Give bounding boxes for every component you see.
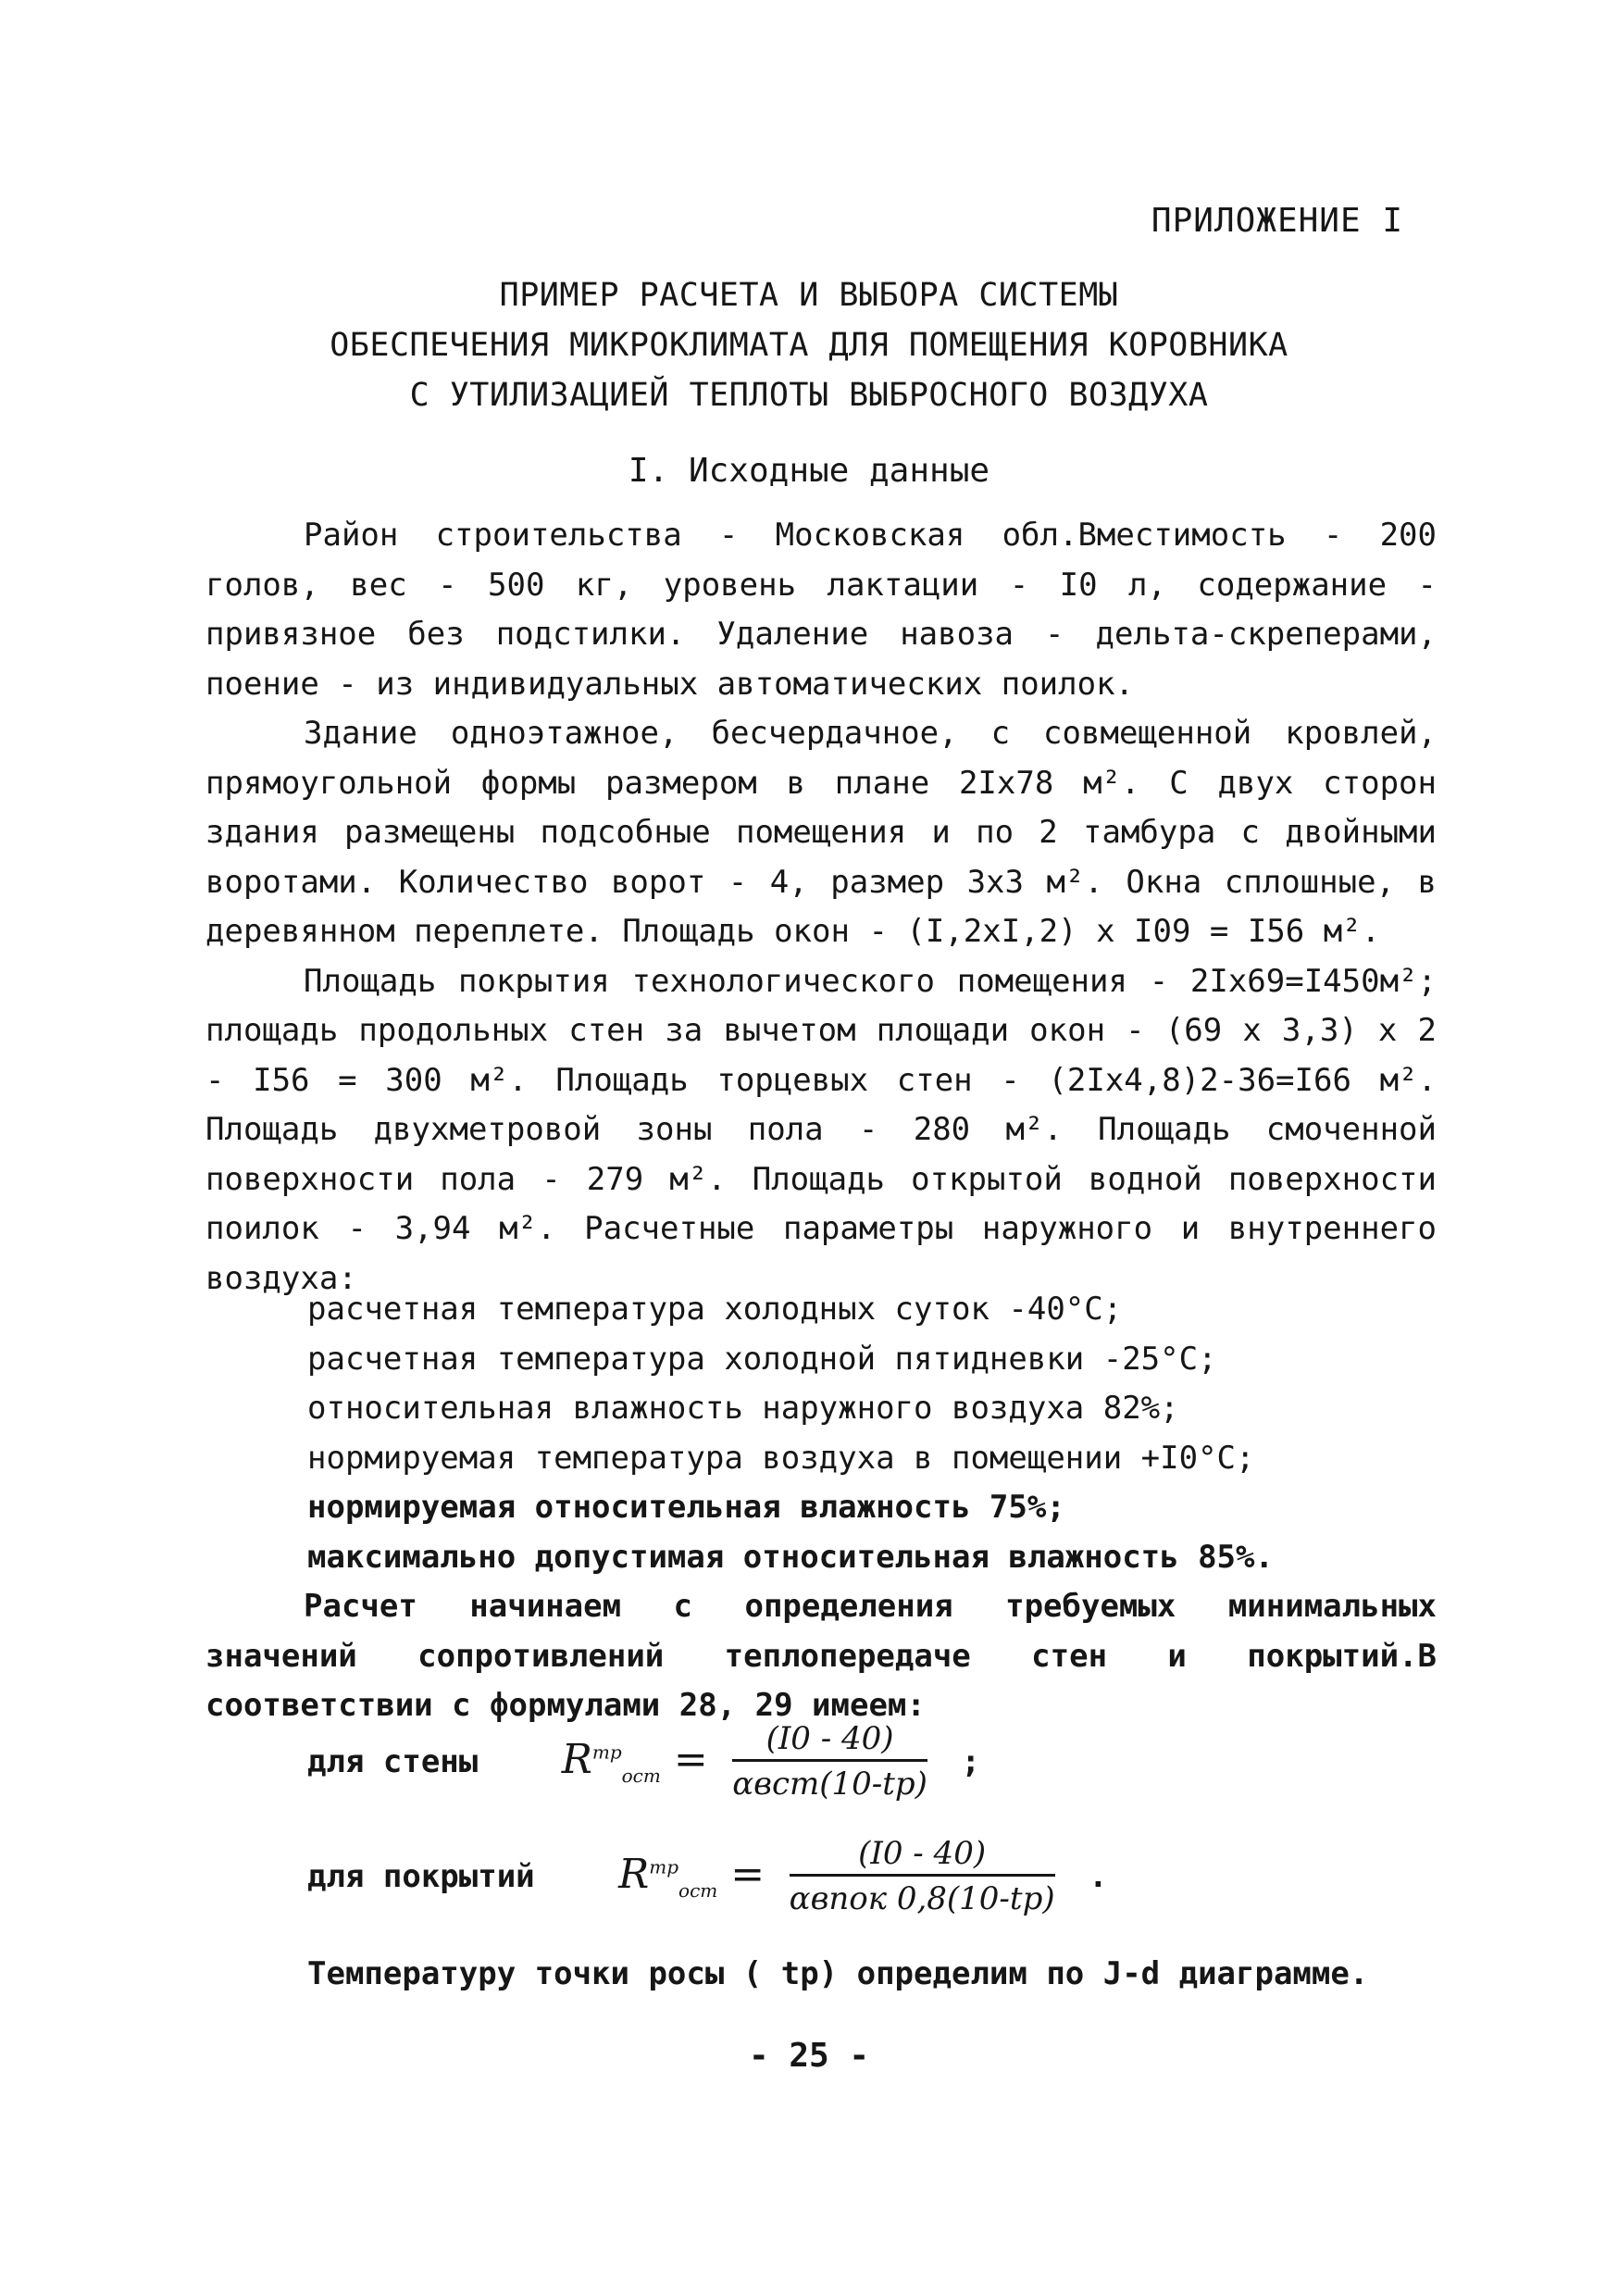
- formula-walls-fraction: [732, 1720, 927, 1803]
- paragraph-2: Здание одноэтажное, бесчердачное, с совмещенной кровлей, прямоугольной формы размером в плане 2Iх78 м². С двух сторон здания размещены подсобные помещения и по 2 тамбура с двойными воротами. Количество ворот - 4, размер 3х3 м². Окна сплошные, в деревянном переплете. Площадь окон - (I,2хI,2) х I09 = I56 м².: [205, 715, 1437, 950]
- formula-roof: [307, 1835, 1108, 1917]
- paragraph-1: Район строительства - Московская обл.Вместимость - 200 голов, вес - 500 кг, уровень лактации - I0 л, содержание - привязное без подстилки. Удаление навоза - дельта-скреперами, поение - из индивидуальных автоматических поилок.: [205, 517, 1437, 703]
- formula-roof-numerator: (I0 - 40): [790, 1835, 1055, 1877]
- param-item: нормируемая относительная влажность 75%;: [307, 1489, 1065, 1526]
- paragraph-4: Расчет начинаем с определения требуемых минимальных значений сопротивлений теплопередаче стен и покрытий.В соответствии с формулами 28, 29 имеем:: [205, 1588, 1437, 1724]
- param-item: нормируемая температура воздуха в помещении +I0°С;: [307, 1439, 1255, 1477]
- formula-walls-lhs: $R^{тр}_{ост}$ =: [561, 1736, 708, 1787]
- formula-roof-denominator: αвпок 0,8(10-tр): [789, 1880, 1055, 1917]
- section-heading: I. Исходные данные: [628, 452, 990, 490]
- design-parameters-list: [307, 1285, 1274, 1582]
- appendix-label: ПРИЛОЖЕНИЕ I: [1151, 202, 1403, 240]
- formula-roof-fraction: [790, 1835, 1055, 1917]
- formula-roof-label: для покрытий: [307, 1857, 535, 1895]
- formula-roof-lhs: $R^{тр}_{ост}$ =: [618, 1851, 765, 1902]
- dew-point-note: Температуру точки росы ( tр) определим по J-d диаграмме.: [307, 1955, 1369, 1992]
- body-text: [205, 511, 1437, 1304]
- param-item: расчетная температура холодных суток -40°С;: [307, 1291, 1123, 1328]
- formula-walls-label: для стены: [307, 1742, 479, 1780]
- title-line-2: ОБЕСПЕЧЕНИЯ МИКРОКЛИМАТА ДЛЯ ПОМЕЩЕНИЯ КОРОВНИКА: [330, 327, 1288, 364]
- formula-walls-punct: ;: [961, 1742, 980, 1780]
- title-line-1: ПРИМЕР РАСЧЕТА И ВЫБОРА СИСТЕМЫ: [499, 277, 1119, 314]
- param-item: относительная влажность наружного воздуха 82%;: [307, 1390, 1179, 1427]
- title-line-3: С УТИЛИЗАЦИЕЙ ТЕПЛОТЫ ВЫБРОСНОГО ВОЗДУХА: [409, 377, 1209, 414]
- param-item: максимально допустимая относительная влажность 85%.: [307, 1538, 1274, 1576]
- paragraph-3: Площадь покрытия технологического помещения - 2Iх69=I450м²; площадь продольных стен за вычетом площади окон - (69 х 3,3) х 2 - I56 = 300 м². Площадь торцевых стен - (2Iх4,8)2-36=I66 м². Площадь двухметровой зоны пола - 280 м². Площадь смоченной поверхности пола - 279 м². Площадь открытой водной поверхности поилок - 3,94 м². Расчетные параметры наружного и внутреннего воздуха:: [205, 962, 1437, 1297]
- param-item: расчетная температура холодной пятидневки -25°С;: [307, 1340, 1217, 1378]
- formula-walls: [307, 1720, 980, 1803]
- body-text-2: [205, 1582, 1437, 1731]
- formula-walls-numerator: (I0 - 40): [732, 1720, 927, 1762]
- formula-roof-punct: .: [1089, 1857, 1108, 1895]
- formula-walls-denominator: αвст(10-tр): [732, 1766, 927, 1803]
- page-number: - 25 -: [748, 2037, 870, 2075]
- document-title: [0, 270, 1618, 420]
